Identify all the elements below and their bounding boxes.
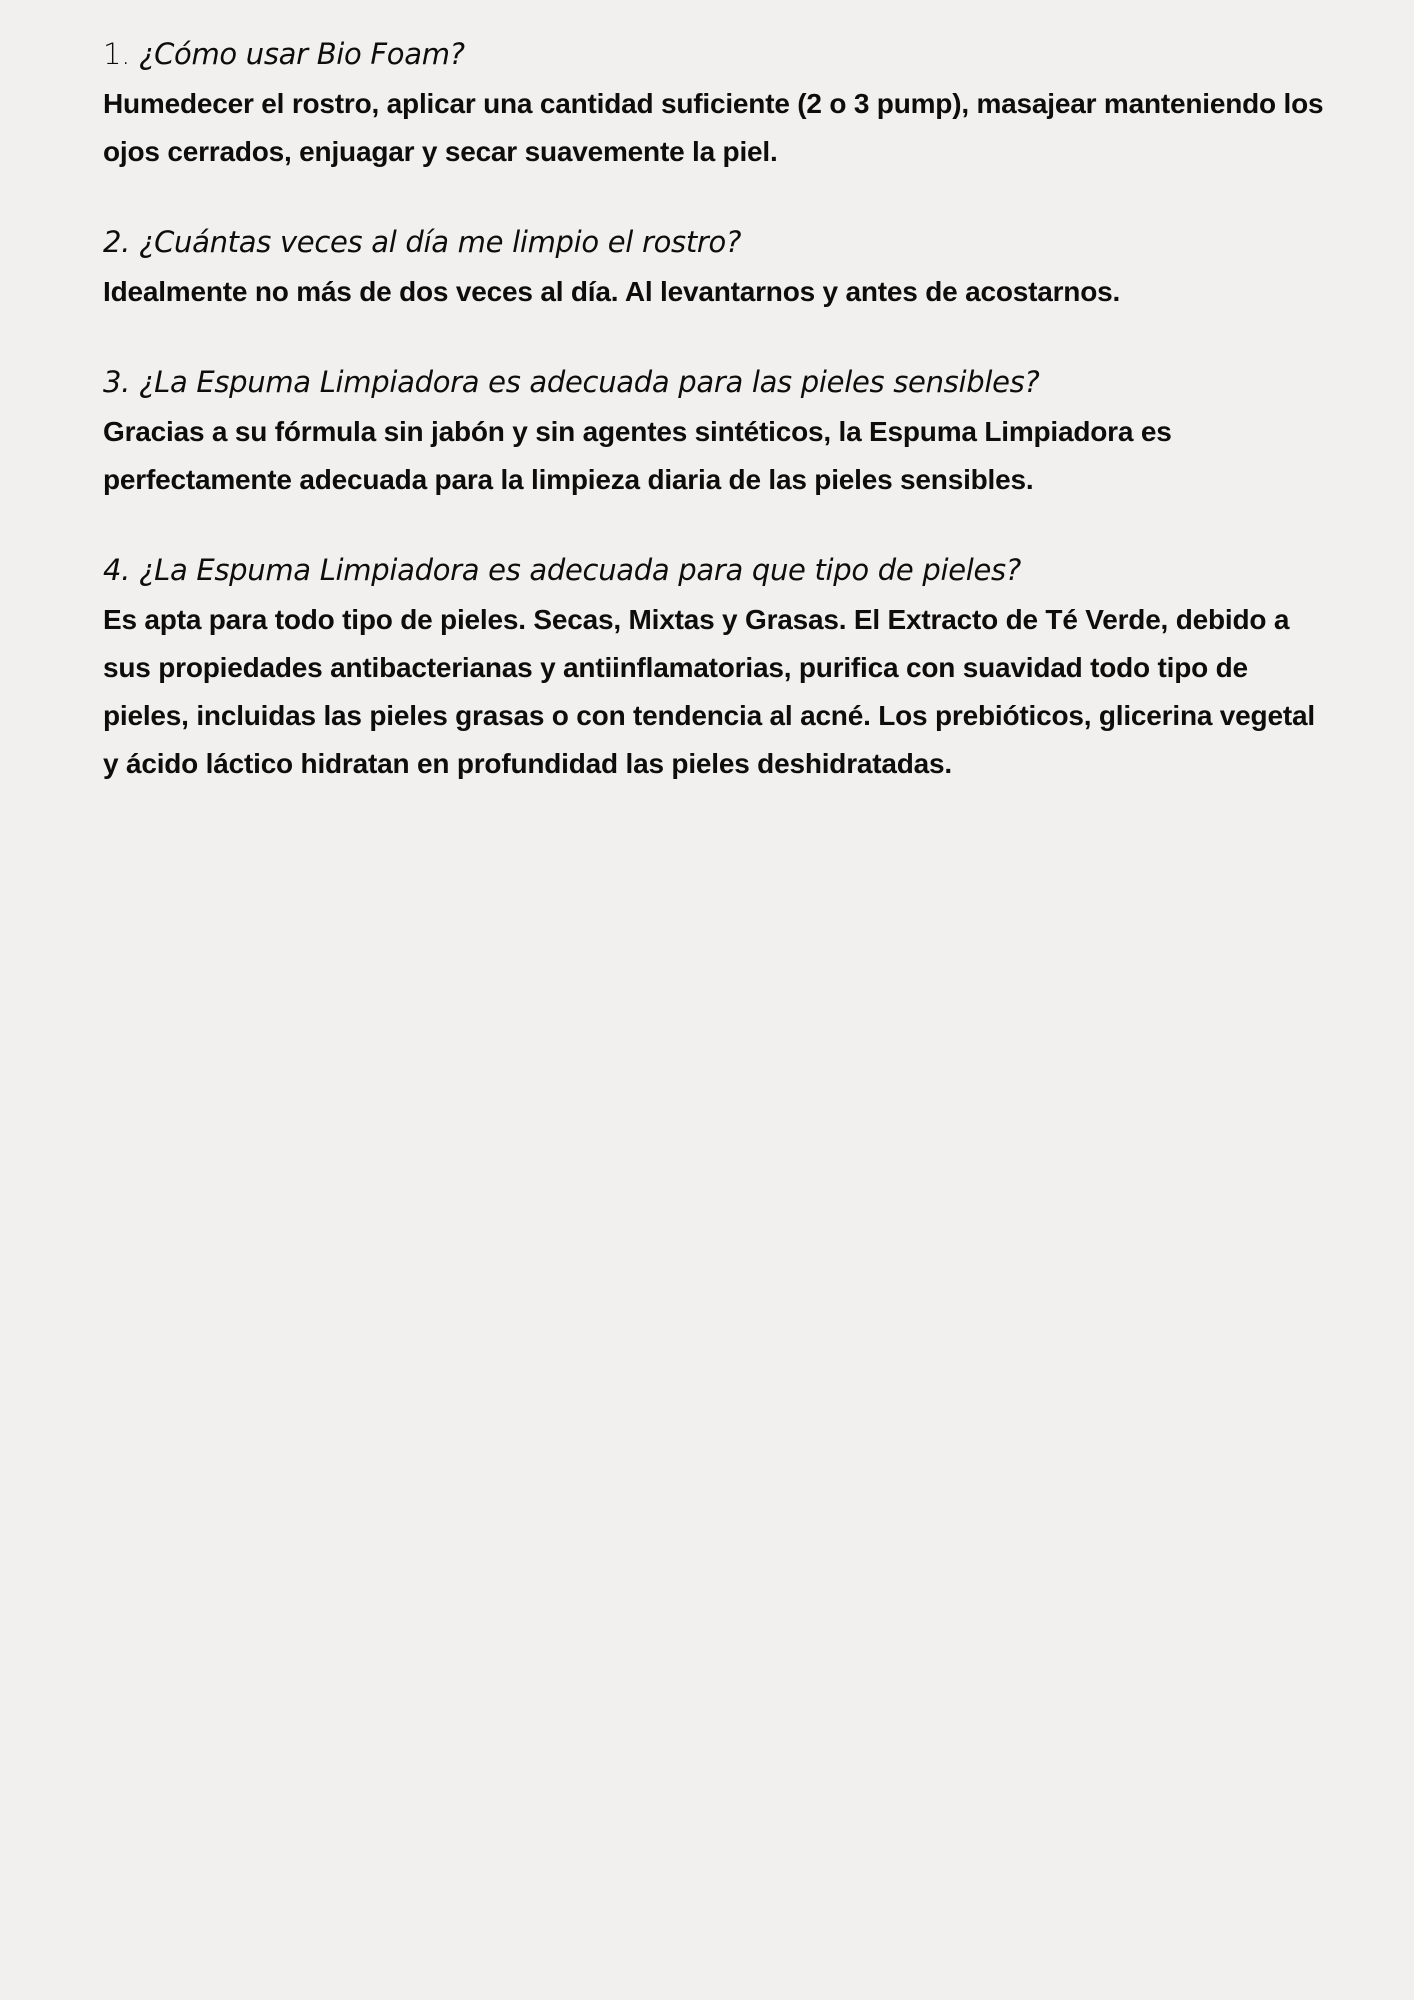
faq-item-3 bbox=[103, 362, 1333, 504]
faq-answer-1: Humedecer el rostro, aplicar una cantidad suficiente (2 o 3 pump), masajear manteniendo los ojos cerrados, enjuagar y secar suavemente la piel. bbox=[103, 88, 1324, 167]
faq-question-text: ¿La Espuma Limpiadora es adecuada para que tipo de pieles? bbox=[139, 553, 1021, 587]
faq-document bbox=[103, 34, 1333, 834]
faq-item-1 bbox=[103, 34, 1333, 176]
faq-answer-2: Idealmente no más de dos veces al día. Al levantarnos y antes de acostarnos. bbox=[103, 276, 1121, 307]
faq-question-4 bbox=[103, 550, 1333, 590]
faq-question-text: ¿Cuántas veces al día me limpio el rostro? bbox=[139, 225, 742, 259]
faq-answer-3: Gracias a su fórmula sin jabón y sin agentes sintéticos, la Espuma Limpiadora es perfectamente adecuada para la limpieza diaria de las pieles sensibles. bbox=[103, 416, 1172, 495]
faq-question-3 bbox=[103, 362, 1333, 402]
faq-question-text: ¿Cómo usar Bio Foam? bbox=[139, 37, 465, 71]
faq-item-4 bbox=[103, 550, 1333, 788]
faq-question-number: 3. bbox=[103, 365, 131, 399]
faq-question-1 bbox=[103, 34, 1333, 74]
faq-item-2 bbox=[103, 222, 1333, 316]
faq-question-number: 2. bbox=[103, 225, 131, 259]
faq-question-number: 1. bbox=[103, 37, 131, 71]
faq-question-2 bbox=[103, 222, 1333, 262]
faq-answer-4: Es apta para todo tipo de pieles. Secas, Mixtas y Grasas. El Extracto de Té Verde, debido a sus propiedades antibacterianas y antiinflamatorias, purifica con suavidad todo tipo de pieles, incluidas las pieles grasas o con tendencia al acné. Los prebióticos, glicerina vegetal y ácido láctico hidratan en profundidad las pieles deshidratadas. bbox=[103, 604, 1315, 779]
faq-question-text: ¿La Espuma Limpiadora es adecuada para las pieles sensibles? bbox=[139, 365, 1040, 399]
faq-question-number: 4. bbox=[103, 553, 131, 587]
